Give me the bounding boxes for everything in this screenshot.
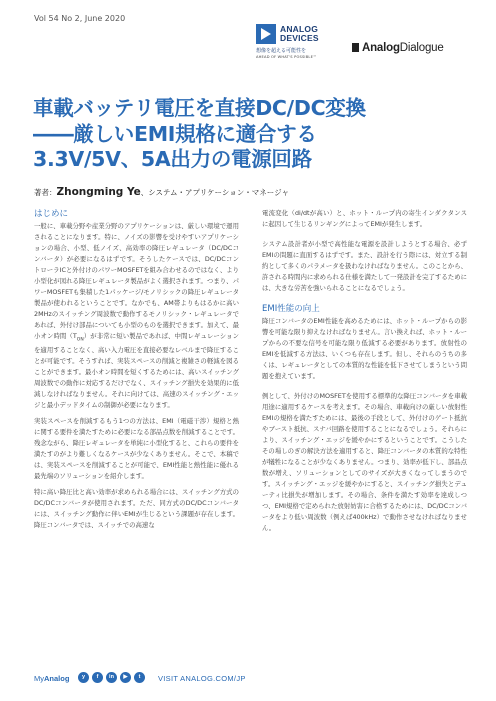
header	[0, 0, 496, 68]
author-role: 、システム・アプリケーション・マネージャ	[140, 188, 289, 197]
analog-devices-logo[interactable]	[256, 24, 336, 70]
linkedin-icon[interactable]: in	[106, 672, 117, 683]
analog-dialogue-mark-icon	[352, 43, 359, 52]
youtube-icon[interactable]: y	[78, 672, 89, 683]
footer	[34, 672, 464, 686]
author-name: Zhongming Ye	[56, 186, 141, 198]
paragraph: 例として、外付けのMOSFETを使用する標準的な降圧コンバータを車載用途に適用するケースを考えます。その場合、車載向けの厳しい放射性EMIの規格を満たすためには、最後の手段として、外付けのゲート抵抗やブースト抵抗、スナバ回路を使用することになるでしょう。それらにより、スイッチング・エッジを緩やかにするということです。こうしたその場しのぎの解決方法を適用すると、降圧コンバータの本質的な特性が犠牲になることが少なくありません。つまり、効率が低下し、部品点数が増え、ソリューションとしてのサイズが大きくなってしまうのです。スイッチング・エッジを緩やかにすると、スイッチング損失とデューティ比損失が増加します。その場合、条件を満たす効率を達成しつつ、EMI規格で定められた放射妨害に合格するためには、DC/DCコンバータをより低い周波数（例えば400kHz）で動作させなければなりません。	[262, 392, 467, 532]
paragraph: 特に高い降圧比と高い効率が求められる場合には、スイッチング方式のDC/DCコンバータが使用されます。ただ、同方式のDC/DCコンバータには、スイッチング動作に伴いEMIが生じるという課題が存在します。降圧コンバータでは、スイッチでの高速な	[34, 488, 239, 530]
paragraph: 一般に、車載分野や産業分野のアプリケーションは、厳しい環境で運用されることになります。特に、ノイズの影響を受けやすいアプリケーションの場合、小型、低ノイズ、高効率の降圧レギュレータ（DC/DCコンバータ）が必要になるはずです。そうしたケースでは、DC/DCコントローラICと外付けのパワーMOSFETを組み合わせるのではなく、より小型化が図れる降圧レギュレータ製品がよく選択されます。つまり、パワーMOSFETも集積した1パッケージ/モノリシックの降圧レギュレータ製品が使われるということです。なかでも、AM帯よりもはるかに高い2MHzのスイッチング周波数で動作するモノリシック・レギュレータであれば、外付け部品についても小型のものを選択できます。加えて、最小オン時間$(T_{ON})$が非常に短い製品であれば、中間レギュレーションを適用することなく、高い入力電圧を直接必要なレベルまで降圧することが可能です。そうすれば、実装スペースの削減と複雑さの軽減を図ることができます。最小オン時間を短くするためには、高いスイッチング周波数での動作に対応するだけでなく、スイッチング損失を効果的に低減しなければなりません。それに向けては、高速のスイッチング・エッジと最小デッドタイムの制御が必要になります。	[34, 222, 239, 410]
issue-label: Vol 54 No 2, June 2020	[34, 14, 126, 23]
paragraph: 実装スペースを削減するもう1つの方法は、EMI（電磁干渉）規格と熱に関する要件を満たすために必要になる部品点数を削減することです。残念ながら、降圧レギュレータを単純に小型化すると、これらの要件を満たすのがより難しくなるケースが少なくありません。そこで、本稿では、実装スペースを削減することが可能で、EMI性能と熱性能に優れる最先端のソリューションを紹介します。	[34, 417, 239, 481]
adi-wordmark: ANALOG DEVICES	[280, 24, 319, 43]
article-title	[33, 96, 463, 173]
video-icon[interactable]: ▶	[120, 672, 131, 683]
paragraph: システム設計者が小型で高性能な電源を設計しようとする場合、必ずEMIの問題に直面するはずです。また、設計を行う際には、対立する制約として多くのパラメータを扱わなければなりません。このことから、許される時間内に求められる仕様を満たして一発設計を完了するためには、大きな労苦を強いられることになるでしょう。	[262, 240, 467, 292]
right-column	[262, 208, 467, 539]
twitter-icon[interactable]: t	[134, 672, 145, 683]
title-line-3: 3.3V/5V、5A出力の電源回路	[33, 147, 312, 171]
analog-dialogue-logo[interactable]: AnalogDialogue	[352, 42, 444, 56]
title-line-1: 車載バッテリ電圧を直接DC/DC変換	[33, 96, 366, 120]
title-line-2: ――厳しいEMI規格に適合する	[33, 121, 317, 146]
paragraph: 降圧コンバータのEMI性能を高めるためには、ホット・ループからの影響を可能な限り抑えなければなりません。言い換えれば、ホット・ループからの不要な信号を可能な限り低減する必要があります。放射性のEMIを低減する方法は、いくつも存在します。但し、それらのうちの多くは、レギュレータとしての本質的な性能を低下させてしまうという問題を抱えています。	[262, 317, 467, 380]
section-heading-emi: EMI性能の向上	[262, 304, 320, 314]
social-links	[78, 672, 145, 683]
author-byline: 著者：Zhongming Ye、システム・アプリケーション・マネージャ	[34, 186, 289, 198]
facebook-icon[interactable]: f	[92, 672, 103, 683]
myanalog-link[interactable]: MyAnalog	[34, 674, 70, 683]
paragraph: 電流変化（di/dtが高い）と、ホット・ループ内の寄生インダクタンスに起因して生じるリンギングによってEMIが発生します。	[262, 209, 467, 228]
left-column	[34, 208, 239, 536]
adi-triangle-icon	[256, 24, 276, 44]
adi-japanese-tagline: 想像を超える可能性を	[256, 48, 307, 54]
visit-link[interactable]: VISIT ANALOG.COM/JP	[158, 674, 246, 683]
section-heading-intro: はじめに	[34, 209, 69, 219]
adi-tagline: AHEAD OF WHAT'S POSSIBLE™	[256, 55, 317, 59]
